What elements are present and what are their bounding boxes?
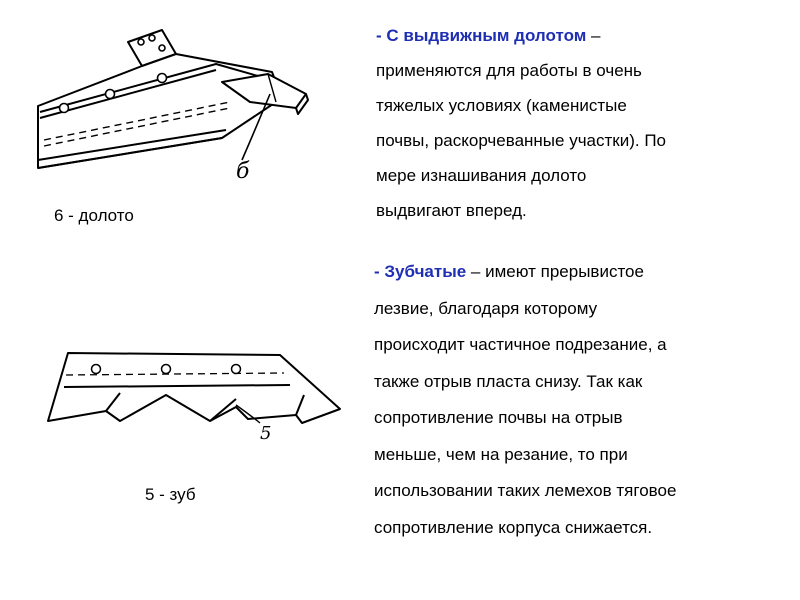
section-bit-line-5: выдвигают вперед. — [376, 201, 527, 220]
section-bit-line-0: – — [586, 26, 601, 45]
section-extendable-bit — [376, 18, 786, 228]
section-tooth-line-6: использовании таких лемехов тяговое — [374, 481, 677, 500]
marker-bit: б — [236, 159, 250, 184]
section-tooth-first-line — [374, 254, 794, 291]
caption-tooth: 5 - зуб — [145, 485, 196, 504]
section-tooth-line-5: меньше, чем на резание, то при — [374, 444, 628, 464]
section-bit-line-2: тяжелых условиях (каменистые — [376, 96, 627, 115]
section-bit-line-1: применяются для работы в очень — [376, 61, 642, 80]
figure-extendable-bit — [30, 20, 320, 210]
section-bit-line-3: почвы, раскорчеванные участки). По — [376, 131, 667, 150]
ploughshare-bit-drawing — [30, 20, 320, 210]
figure-toothed — [40, 345, 350, 455]
section-bit-line-4: мере изнашивания долото — [376, 166, 587, 185]
section-tooth-line-4: сопротивление почвы на отрыв — [374, 408, 623, 427]
section-tooth-line-2: происходит частичное подрезание, а — [374, 335, 667, 354]
section-tooth-line-0: – имеют прерывистое — [466, 262, 644, 281]
section-tooth-line-7: сопротивление корпуса снижается. — [374, 517, 653, 537]
section-tooth-line-1: лезвие, благодаря которому — [374, 298, 598, 318]
ploughshare-tooth-drawing — [40, 345, 350, 455]
section-bit-first-line — [376, 18, 786, 53]
section-tooth-line-3: также отрыв пласта снизу. Так как — [374, 371, 643, 391]
section-toothed — [374, 254, 794, 546]
section-bit-heading: - С выдвижным долотом — [376, 26, 587, 45]
caption-bit: 6 - долото — [54, 206, 134, 225]
section-tooth-heading: - Зубчатые — [374, 262, 467, 281]
marker-tooth: 5 — [260, 423, 272, 444]
